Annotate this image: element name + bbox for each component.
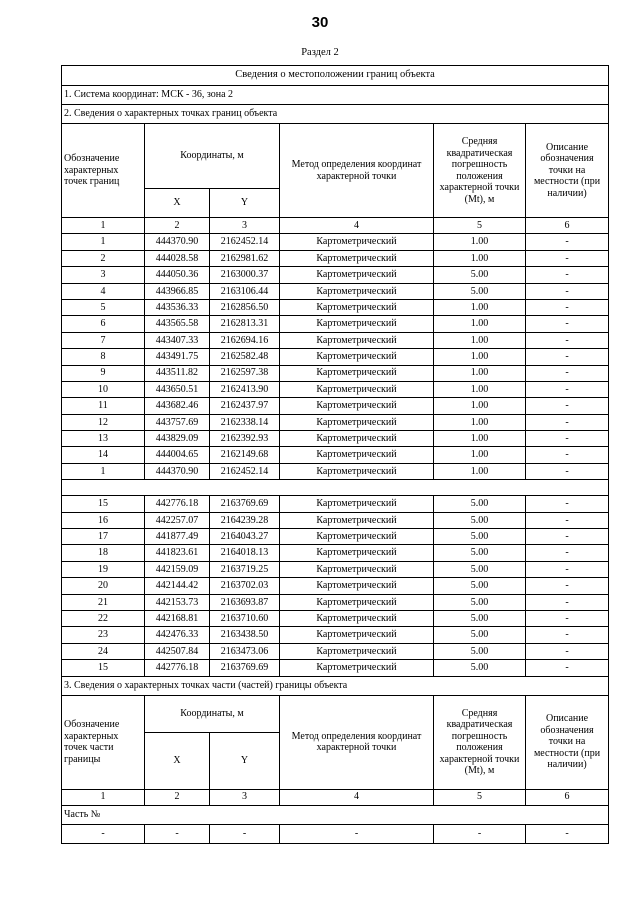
table-cell: 1.00 — [434, 365, 526, 381]
table-cell: - — [526, 381, 609, 397]
table-row — [62, 431, 609, 447]
table-cell: Картометрический — [280, 627, 434, 643]
table-cell: 16 — [62, 512, 145, 528]
table-row — [62, 349, 609, 365]
table-cell: 4 — [280, 789, 434, 805]
table-row — [62, 267, 609, 283]
table-cell: 5.00 — [434, 627, 526, 643]
table-row — [62, 463, 609, 479]
table-cell: 2163473.06 — [210, 643, 280, 659]
table-cell: 442168.81 — [145, 610, 210, 626]
table-cell: - — [434, 824, 526, 843]
table-cell: 6 — [62, 316, 145, 332]
table-cell: Картометрический — [280, 267, 434, 283]
table-cell: 20 — [62, 578, 145, 594]
table-cell: 2164043.27 — [210, 529, 280, 545]
table-cell: 2162597.38 — [210, 365, 280, 381]
table-cell: Картометрический — [280, 660, 434, 676]
parts-heading-row: 3. Сведения о характерных точках части (частей) границы объекта — [62, 676, 609, 695]
table-cell: - — [526, 643, 609, 659]
table-row — [62, 447, 609, 463]
table-cell: 442776.18 — [145, 660, 210, 676]
table-cell: 444004.65 — [145, 447, 210, 463]
table-cell: 1.00 — [434, 398, 526, 414]
table-cell: - — [526, 660, 609, 676]
table-cell: 2163000.37 — [210, 267, 280, 283]
table-cell: - — [145, 824, 210, 843]
empty-data-row — [62, 824, 609, 843]
table-row — [62, 381, 609, 397]
column-numbers-row — [62, 789, 609, 805]
table-cell: 2162392.93 — [210, 431, 280, 447]
table-row — [62, 578, 609, 594]
table-cell: 5.00 — [434, 594, 526, 610]
table-row — [62, 594, 609, 610]
table-cell: 2162813.31 — [210, 316, 280, 332]
table-cell: 2163719.25 — [210, 561, 280, 577]
table-cell: 11 — [62, 398, 145, 414]
table-cell: 443511.82 — [145, 365, 210, 381]
table-cell: - — [62, 824, 145, 843]
table-cell: 19 — [62, 561, 145, 577]
table-cell: 2162437.97 — [210, 398, 280, 414]
table-cell: 1.00 — [434, 463, 526, 479]
table-cell: 443682.46 — [145, 398, 210, 414]
coord-system-row: 1. Система координат: МСК - 36, зона 2 — [62, 86, 609, 105]
table-cell: 1.00 — [434, 381, 526, 397]
table-cell: 2164239.28 — [210, 512, 280, 528]
table-cell: 443757.69 — [145, 414, 210, 430]
table-cell: - — [526, 512, 609, 528]
table-cell: 442257.07 — [145, 512, 210, 528]
table-cell: 5.00 — [434, 496, 526, 512]
table-row — [62, 365, 609, 381]
table-cell: 9 — [62, 365, 145, 381]
header2-coords: Координаты, м — [145, 695, 280, 732]
header-description: Описание обозначения точки на местности (при наличии) — [526, 124, 609, 218]
table-cell: Картометрический — [280, 545, 434, 561]
table-cell: 1.00 — [434, 332, 526, 348]
table-cell: 443565.58 — [145, 316, 210, 332]
table-cell: 1.00 — [434, 250, 526, 266]
table-cell: Картометрический — [280, 299, 434, 315]
table-cell: 5 — [434, 218, 526, 234]
table-cell: 5 — [434, 789, 526, 805]
table-cell: 5.00 — [434, 545, 526, 561]
table-cell: 444370.90 — [145, 463, 210, 479]
table-cell: 2162452.14 — [210, 234, 280, 250]
table-cell: - — [280, 824, 434, 843]
table-row — [62, 316, 609, 332]
table-row — [62, 529, 609, 545]
table-cell: 444028.58 — [145, 250, 210, 266]
table-cell: 6 — [526, 789, 609, 805]
table-cell: - — [526, 431, 609, 447]
table-cell: - — [526, 299, 609, 315]
table-cell: 2164018.13 — [210, 545, 280, 561]
table-cell: 443491.75 — [145, 349, 210, 365]
table-cell: Картометрический — [280, 250, 434, 266]
table-cell: 443829.09 — [145, 431, 210, 447]
table-cell: 442476.33 — [145, 627, 210, 643]
table-cell: 444050.36 — [145, 267, 210, 283]
table-cell: 22 — [62, 610, 145, 626]
table-title: Сведения о местоположении границ объекта — [62, 66, 609, 86]
table-cell: 2162981.62 — [210, 250, 280, 266]
table-cell: 5.00 — [434, 578, 526, 594]
table-cell: 5.00 — [434, 660, 526, 676]
table-row — [62, 512, 609, 528]
header-error: Средняя квадратическая погрешность положения характерной точки (Mt), м — [434, 124, 526, 218]
table-cell: - — [526, 316, 609, 332]
table-cell: 13 — [62, 431, 145, 447]
table-cell: 2163769.69 — [210, 660, 280, 676]
table-cell: 10 — [62, 381, 145, 397]
table-row — [62, 496, 609, 512]
table-cell: 23 — [62, 627, 145, 643]
table-cell: 8 — [62, 349, 145, 365]
table-cell: Картометрический — [280, 610, 434, 626]
table-cell: 2163438.50 — [210, 627, 280, 643]
table-cell: Картометрический — [280, 578, 434, 594]
header-y: Y — [210, 189, 280, 218]
table-cell: - — [526, 529, 609, 545]
table-row — [62, 234, 609, 250]
table-cell: 5.00 — [434, 283, 526, 299]
table-cell: 1.00 — [434, 316, 526, 332]
table-cell: 2163106.44 — [210, 283, 280, 299]
table-cell: 21 — [62, 594, 145, 610]
table-cell: - — [526, 283, 609, 299]
table-cell: Картометрический — [280, 234, 434, 250]
table-cell: - — [210, 824, 280, 843]
table-cell: - — [526, 267, 609, 283]
header2-description: Описание обозначения точки на местности (при наличии) — [526, 695, 609, 789]
table-cell: 5.00 — [434, 512, 526, 528]
table-cell: 15 — [62, 496, 145, 512]
table-row — [62, 545, 609, 561]
table-cell: 1.00 — [434, 431, 526, 447]
table-cell: 3 — [210, 218, 280, 234]
table-cell: 6 — [526, 218, 609, 234]
table-cell: 15 — [62, 660, 145, 676]
table-cell: 5.00 — [434, 267, 526, 283]
table-cell: 5.00 — [434, 561, 526, 577]
table-cell: 5 — [62, 299, 145, 315]
table-cell: - — [526, 610, 609, 626]
section-label: Раздел 2 — [301, 47, 339, 58]
table-cell: Картометрический — [280, 283, 434, 299]
table-row — [62, 660, 609, 676]
table-cell: 4 — [62, 283, 145, 299]
table-cell: 2162694.16 — [210, 332, 280, 348]
table-cell: 5.00 — [434, 643, 526, 659]
table-cell: - — [526, 561, 609, 577]
table-cell: - — [526, 824, 609, 843]
table-cell: Картометрический — [280, 594, 434, 610]
table-cell: 443966.85 — [145, 283, 210, 299]
table-cell: - — [526, 414, 609, 430]
table-row — [62, 561, 609, 577]
table-cell: 442776.18 — [145, 496, 210, 512]
table-cell: 2163693.87 — [210, 594, 280, 610]
table-cell: 3 — [62, 267, 145, 283]
table-cell: 17 — [62, 529, 145, 545]
table-cell: - — [526, 463, 609, 479]
column-numbers-row — [62, 218, 609, 234]
table-cell: 2163710.60 — [210, 610, 280, 626]
table-cell: 442144.42 — [145, 578, 210, 594]
table-cell: Картометрический — [280, 431, 434, 447]
table-row — [62, 414, 609, 430]
points-heading-row: 2. Сведения о характерных точках границ объекта — [62, 105, 609, 124]
table-cell: 2162582.48 — [210, 349, 280, 365]
table-row — [62, 643, 609, 659]
table-cell: 1.00 — [434, 299, 526, 315]
table-cell: 441823.61 — [145, 545, 210, 561]
table-cell: Картометрический — [280, 561, 434, 577]
table-cell: Картометрический — [280, 447, 434, 463]
table-cell: - — [526, 578, 609, 594]
table-cell: 443536.33 — [145, 299, 210, 315]
table-cell: Картометрический — [280, 398, 434, 414]
table-cell: 1 — [62, 234, 145, 250]
table-row — [62, 398, 609, 414]
table-cell: 5.00 — [434, 529, 526, 545]
table-cell: 7 — [62, 332, 145, 348]
table-cell: - — [526, 594, 609, 610]
table-cell: 444370.90 — [145, 234, 210, 250]
header2-x: X — [145, 732, 210, 789]
header2-designation: Обозначение характерных точек части границы — [62, 695, 145, 789]
table-cell: 1 — [62, 463, 145, 479]
table-cell: 12 — [62, 414, 145, 430]
table-cell: Картометрический — [280, 463, 434, 479]
table-cell: 24 — [62, 643, 145, 659]
table-row — [62, 332, 609, 348]
table-row — [62, 299, 609, 315]
table-cell: 2162149.68 — [210, 447, 280, 463]
table-row — [62, 610, 609, 626]
table-cell: 2 — [145, 789, 210, 805]
table-cell: 1.00 — [434, 447, 526, 463]
table-cell: 1.00 — [434, 234, 526, 250]
table-cell: Картометрический — [280, 512, 434, 528]
table-cell: 442507.84 — [145, 643, 210, 659]
table-cell: 14 — [62, 447, 145, 463]
table-cell: - — [526, 398, 609, 414]
header-x: X — [145, 189, 210, 218]
table-cell: 18 — [62, 545, 145, 561]
table-cell: 2162856.50 — [210, 299, 280, 315]
separator-row — [62, 480, 609, 496]
boundary-table — [61, 65, 609, 844]
table-cell: 4 — [280, 218, 434, 234]
table-cell: - — [526, 365, 609, 381]
header-method: Метод определения координат характерной точки — [280, 124, 434, 218]
header-coords: Координаты, м — [145, 124, 280, 189]
header2-method: Метод определения координат характерной точки — [280, 695, 434, 789]
table-cell: Картометрический — [280, 414, 434, 430]
table-cell: 442159.09 — [145, 561, 210, 577]
table-cell: - — [526, 250, 609, 266]
table-cell: 442153.73 — [145, 594, 210, 610]
header-designation: Обозначение характерных точек границ — [62, 124, 145, 218]
table-cell: - — [526, 496, 609, 512]
table-cell: 2163702.03 — [210, 578, 280, 594]
table-cell: - — [526, 332, 609, 348]
table-cell: 2163769.69 — [210, 496, 280, 512]
table-row — [62, 627, 609, 643]
header2-y: Y — [210, 732, 280, 789]
header2-error: Средняя квадратическая погрешность положения характерной точки (Mt), м — [434, 695, 526, 789]
table-row — [62, 283, 609, 299]
table-cell: Картометрический — [280, 529, 434, 545]
table-cell: Картометрический — [280, 365, 434, 381]
table-cell: 2162452.14 — [210, 463, 280, 479]
table-cell: 3 — [210, 789, 280, 805]
table-cell: - — [526, 447, 609, 463]
table-cell: 443407.33 — [145, 332, 210, 348]
table-cell: - — [526, 627, 609, 643]
table-cell: 1 — [62, 789, 145, 805]
table-cell: 443650.51 — [145, 381, 210, 397]
table-cell: Картометрический — [280, 332, 434, 348]
table-cell: 1.00 — [434, 349, 526, 365]
table-cell: - — [526, 234, 609, 250]
table-row — [62, 250, 609, 266]
table-cell: Картометрический — [280, 316, 434, 332]
table-cell: Картометрический — [280, 496, 434, 512]
table-cell: 2 — [62, 250, 145, 266]
table-cell: Картометрический — [280, 643, 434, 659]
page-number: 30 — [311, 14, 329, 31]
table-cell: - — [526, 349, 609, 365]
table-cell: Картометрический — [280, 349, 434, 365]
table-cell: 441877.49 — [145, 529, 210, 545]
table-cell: 2 — [145, 218, 210, 234]
table-cell: 1.00 — [434, 414, 526, 430]
table-cell: - — [526, 545, 609, 561]
table-cell: Картометрический — [280, 381, 434, 397]
part-label-row: Часть № — [62, 805, 609, 824]
table-cell: 2162413.90 — [210, 381, 280, 397]
table-cell: 1 — [62, 218, 145, 234]
table-cell: 5.00 — [434, 610, 526, 626]
table-cell: 2162338.14 — [210, 414, 280, 430]
